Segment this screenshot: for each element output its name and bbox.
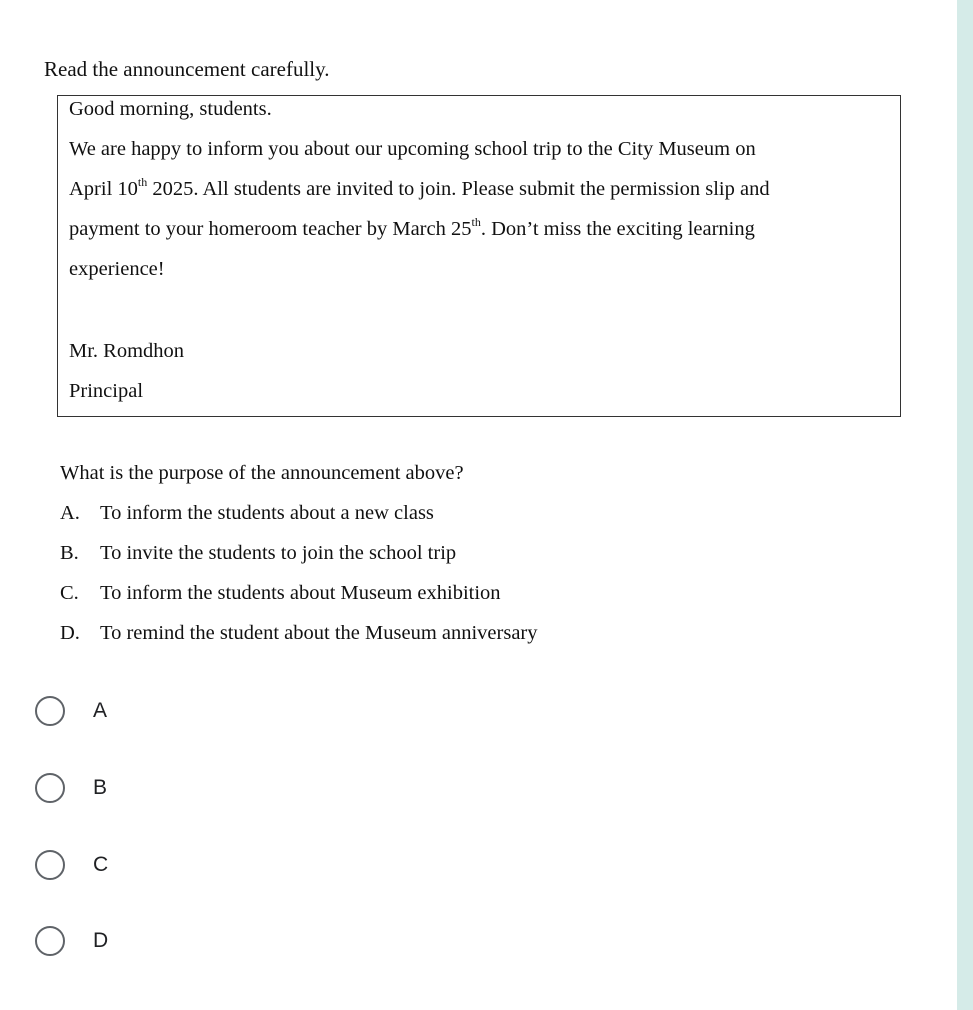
choice-label-d: D: [93, 929, 109, 952]
choice-d[interactable]: [32, 918, 332, 964]
announcement-line-1: We are happy to inform you about our upcoming school trip to the City Museum on: [69, 138, 756, 160]
radio-button-b[interactable]: [35, 773, 65, 803]
announcement-line-3: payment to your homeroom teacher by March 25th. Don’t miss the exciting learning: [69, 215, 755, 240]
choice-label-a: A: [93, 699, 108, 722]
announcement-greeting: Good morning, students.: [69, 98, 272, 120]
radio-button-a[interactable]: [35, 696, 65, 726]
option-letter-d: D.: [60, 622, 80, 644]
option-text-d: To remind the student about the Museum anniversary: [100, 622, 538, 644]
instruction-text: Read the announcement carefully.: [44, 57, 330, 81]
announcement-line-2: April 10th 2025. All students are invited to join. Please submit the permission slip and: [69, 175, 770, 200]
choice-a[interactable]: [32, 688, 332, 734]
option-text-c: To inform the students about Museum exhibition: [100, 582, 501, 604]
choice-label-b: B: [93, 776, 108, 799]
side-panel-strip: [957, 0, 973, 1010]
announcement-signer-title: Principal: [69, 380, 144, 402]
option-text-a: To inform the students about a new class: [100, 502, 434, 524]
option-letter-c: C.: [60, 582, 79, 604]
choice-c[interactable]: [32, 842, 332, 888]
radio-button-c[interactable]: [35, 850, 65, 880]
option-letter-b: B.: [60, 542, 79, 564]
option-text-b: To invite the students to join the school trip: [100, 542, 457, 564]
choice-label-c: C: [93, 853, 109, 876]
option-letter-a: A.: [60, 502, 80, 524]
announcement-box: [57, 95, 901, 417]
radio-button-d[interactable]: [35, 926, 65, 956]
choice-b[interactable]: [32, 765, 332, 811]
question-text: What is the purpose of the announcement above?: [60, 462, 464, 484]
announcement-signer: Mr. Romdhon: [69, 340, 185, 362]
announcement-line-4: experience!: [69, 258, 165, 280]
